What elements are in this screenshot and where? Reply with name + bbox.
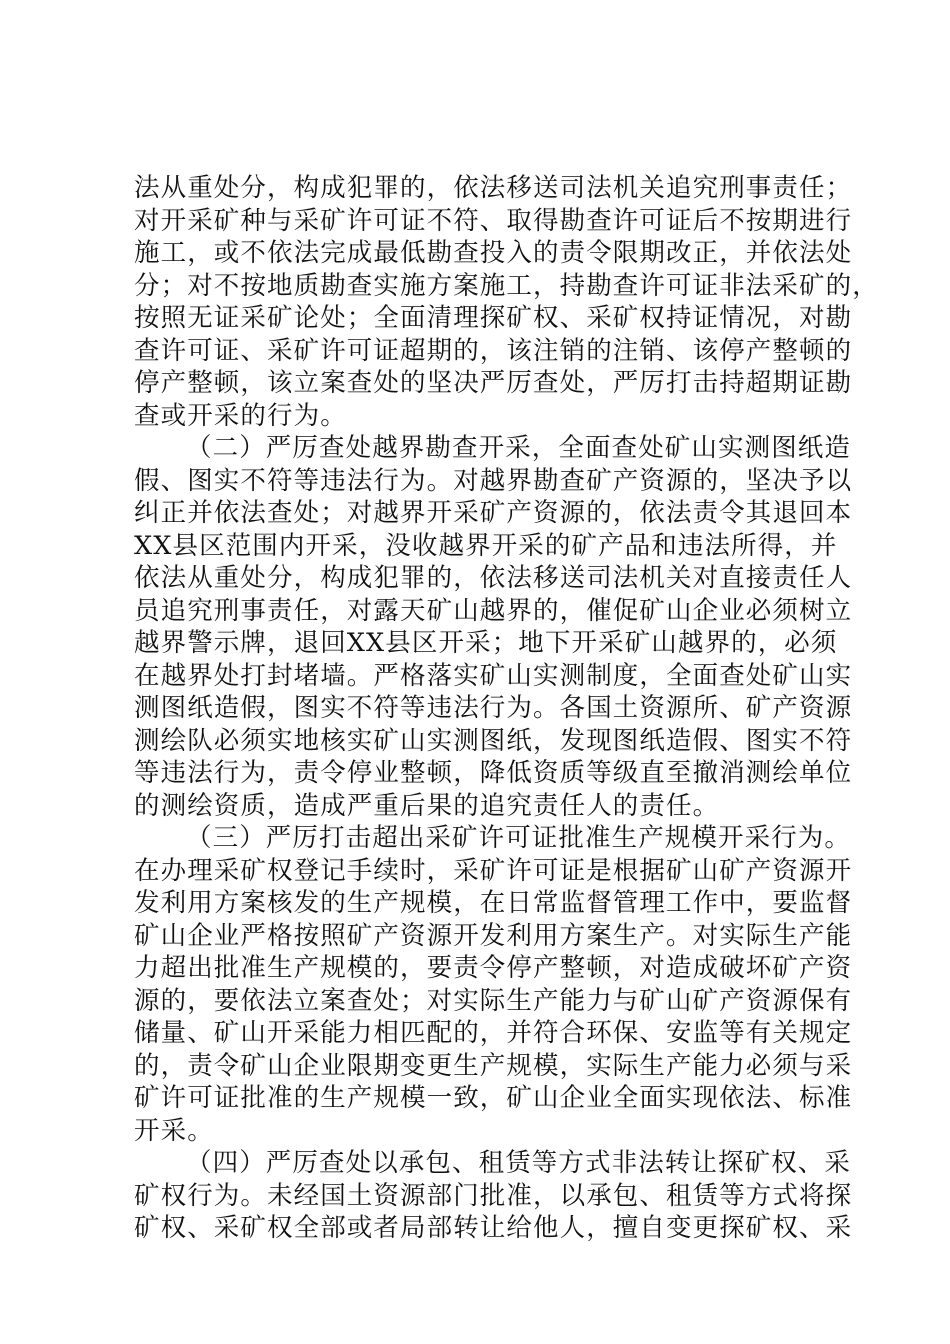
- text-line: 按照无证采矿论处；全面清理探矿权、采矿权持证情况，对勘: [134, 303, 853, 333]
- text-line: 假、图实不符等违法行为。对越界勘查矿产资源的，坚决予以: [134, 465, 853, 496]
- text-line: XX县区范围内开采，没收越界开采的矿产品和违法所得，并: [134, 530, 838, 561]
- text-line: 查许可证、采矿许可证超期的，该注销的注销、该停产整顿的: [134, 335, 853, 366]
- text-line: 力超出批准生产规模的，要责令停产整顿，对造成破坏矿产资: [134, 953, 853, 983]
- text-line: 开采。: [134, 1115, 214, 1146]
- text-line: 停产整顿，该立案查处的坚决严厉查处，严厉打击持超期证勘: [134, 368, 853, 398]
- text-line: 法从重处分，构成犯罪的，依法移送司法机关追究刑事责任；: [134, 173, 853, 203]
- text-line: 在办理采矿权登记手续时，采矿许可证是根据矿山矿产资源开: [134, 855, 853, 886]
- text-line: 矿权行为。未经国土资源部门批准，以承包、租赁等方式将探: [134, 1180, 853, 1211]
- paragraph-first-line: （二）严厉查处越界勘查开采，全面查处矿山实测图纸造: [186, 433, 852, 463]
- text-line: 员追究刑事责任，对露天矿山越界的，催促矿山企业必须树立: [134, 595, 853, 626]
- text-line: 分；对不按地质勘查实施方案施工，持勘查许可证非法采矿的，: [134, 270, 879, 301]
- body-text: [134, 172, 879, 1245]
- text-line: 矿许可证批准的生产规模一致，矿山企业全面实现依法、标准: [134, 1083, 853, 1113]
- text-line: 等违法行为，责令停业整顿，降低资质等级直至撤消测绘单位: [134, 758, 853, 788]
- text-line: 测图纸造假，图实不符等违法行为。各国土资源所、矿产资源: [134, 693, 853, 723]
- text-line: 储量、矿山开采能力相匹配的，并符合环保、安监等有关规定: [134, 1018, 853, 1048]
- text-line: 查或开采的行为。: [134, 400, 347, 431]
- text-line: 源的，要依法立案查处；对实际生产能力与矿山矿产资源保有: [134, 985, 853, 1016]
- text-line: 的测绘资质，造成严重后果的追究责任人的责任。: [134, 790, 720, 821]
- text-line: 测绘队必须实地核实矿山实测图纸，发现图纸造假、图实不符: [134, 725, 853, 756]
- text-line: 对开采矿种与采矿许可证不符、取得勘查许可证后不按期进行: [134, 205, 853, 236]
- text-line: 矿权、采矿权全部或者局部转让给他人，擅自变更探矿权、采: [134, 1213, 853, 1243]
- text-line: 纠正并依法查处；对越界开采矿产资源的，依法责令其退回本: [134, 498, 853, 528]
- text-line: 矿山企业严格按照矿产资源开发利用方案生产。对实际生产能: [134, 920, 853, 951]
- text-line: 在越界处打封堵墙。严格落实矿山实测制度，全面查处矿山实: [134, 660, 853, 691]
- text-line: 依法从重处分，构成犯罪的，依法移送司法机关对直接责任人: [134, 563, 853, 593]
- paragraph-first-line: （四）严厉查处以承包、租赁等方式非法转让探矿权、采: [186, 1148, 852, 1178]
- text-line: 的，责令矿山企业限期变更生产规模，实际生产能力必须与采: [134, 1050, 853, 1081]
- paragraph-first-line: （三）严厉打击超出采矿许可证批准生产规模开采行为。: [186, 823, 852, 853]
- text-line: 发利用方案核发的生产规模，在日常监督管理工作中，要监督: [134, 888, 853, 918]
- text-line: 施工，或不依法完成最低勘查投入的责令限期改正，并依法处: [134, 238, 853, 268]
- text-line: 越界警示牌，退回XX县区开采；地下开采矿山越界的，必须: [134, 628, 838, 658]
